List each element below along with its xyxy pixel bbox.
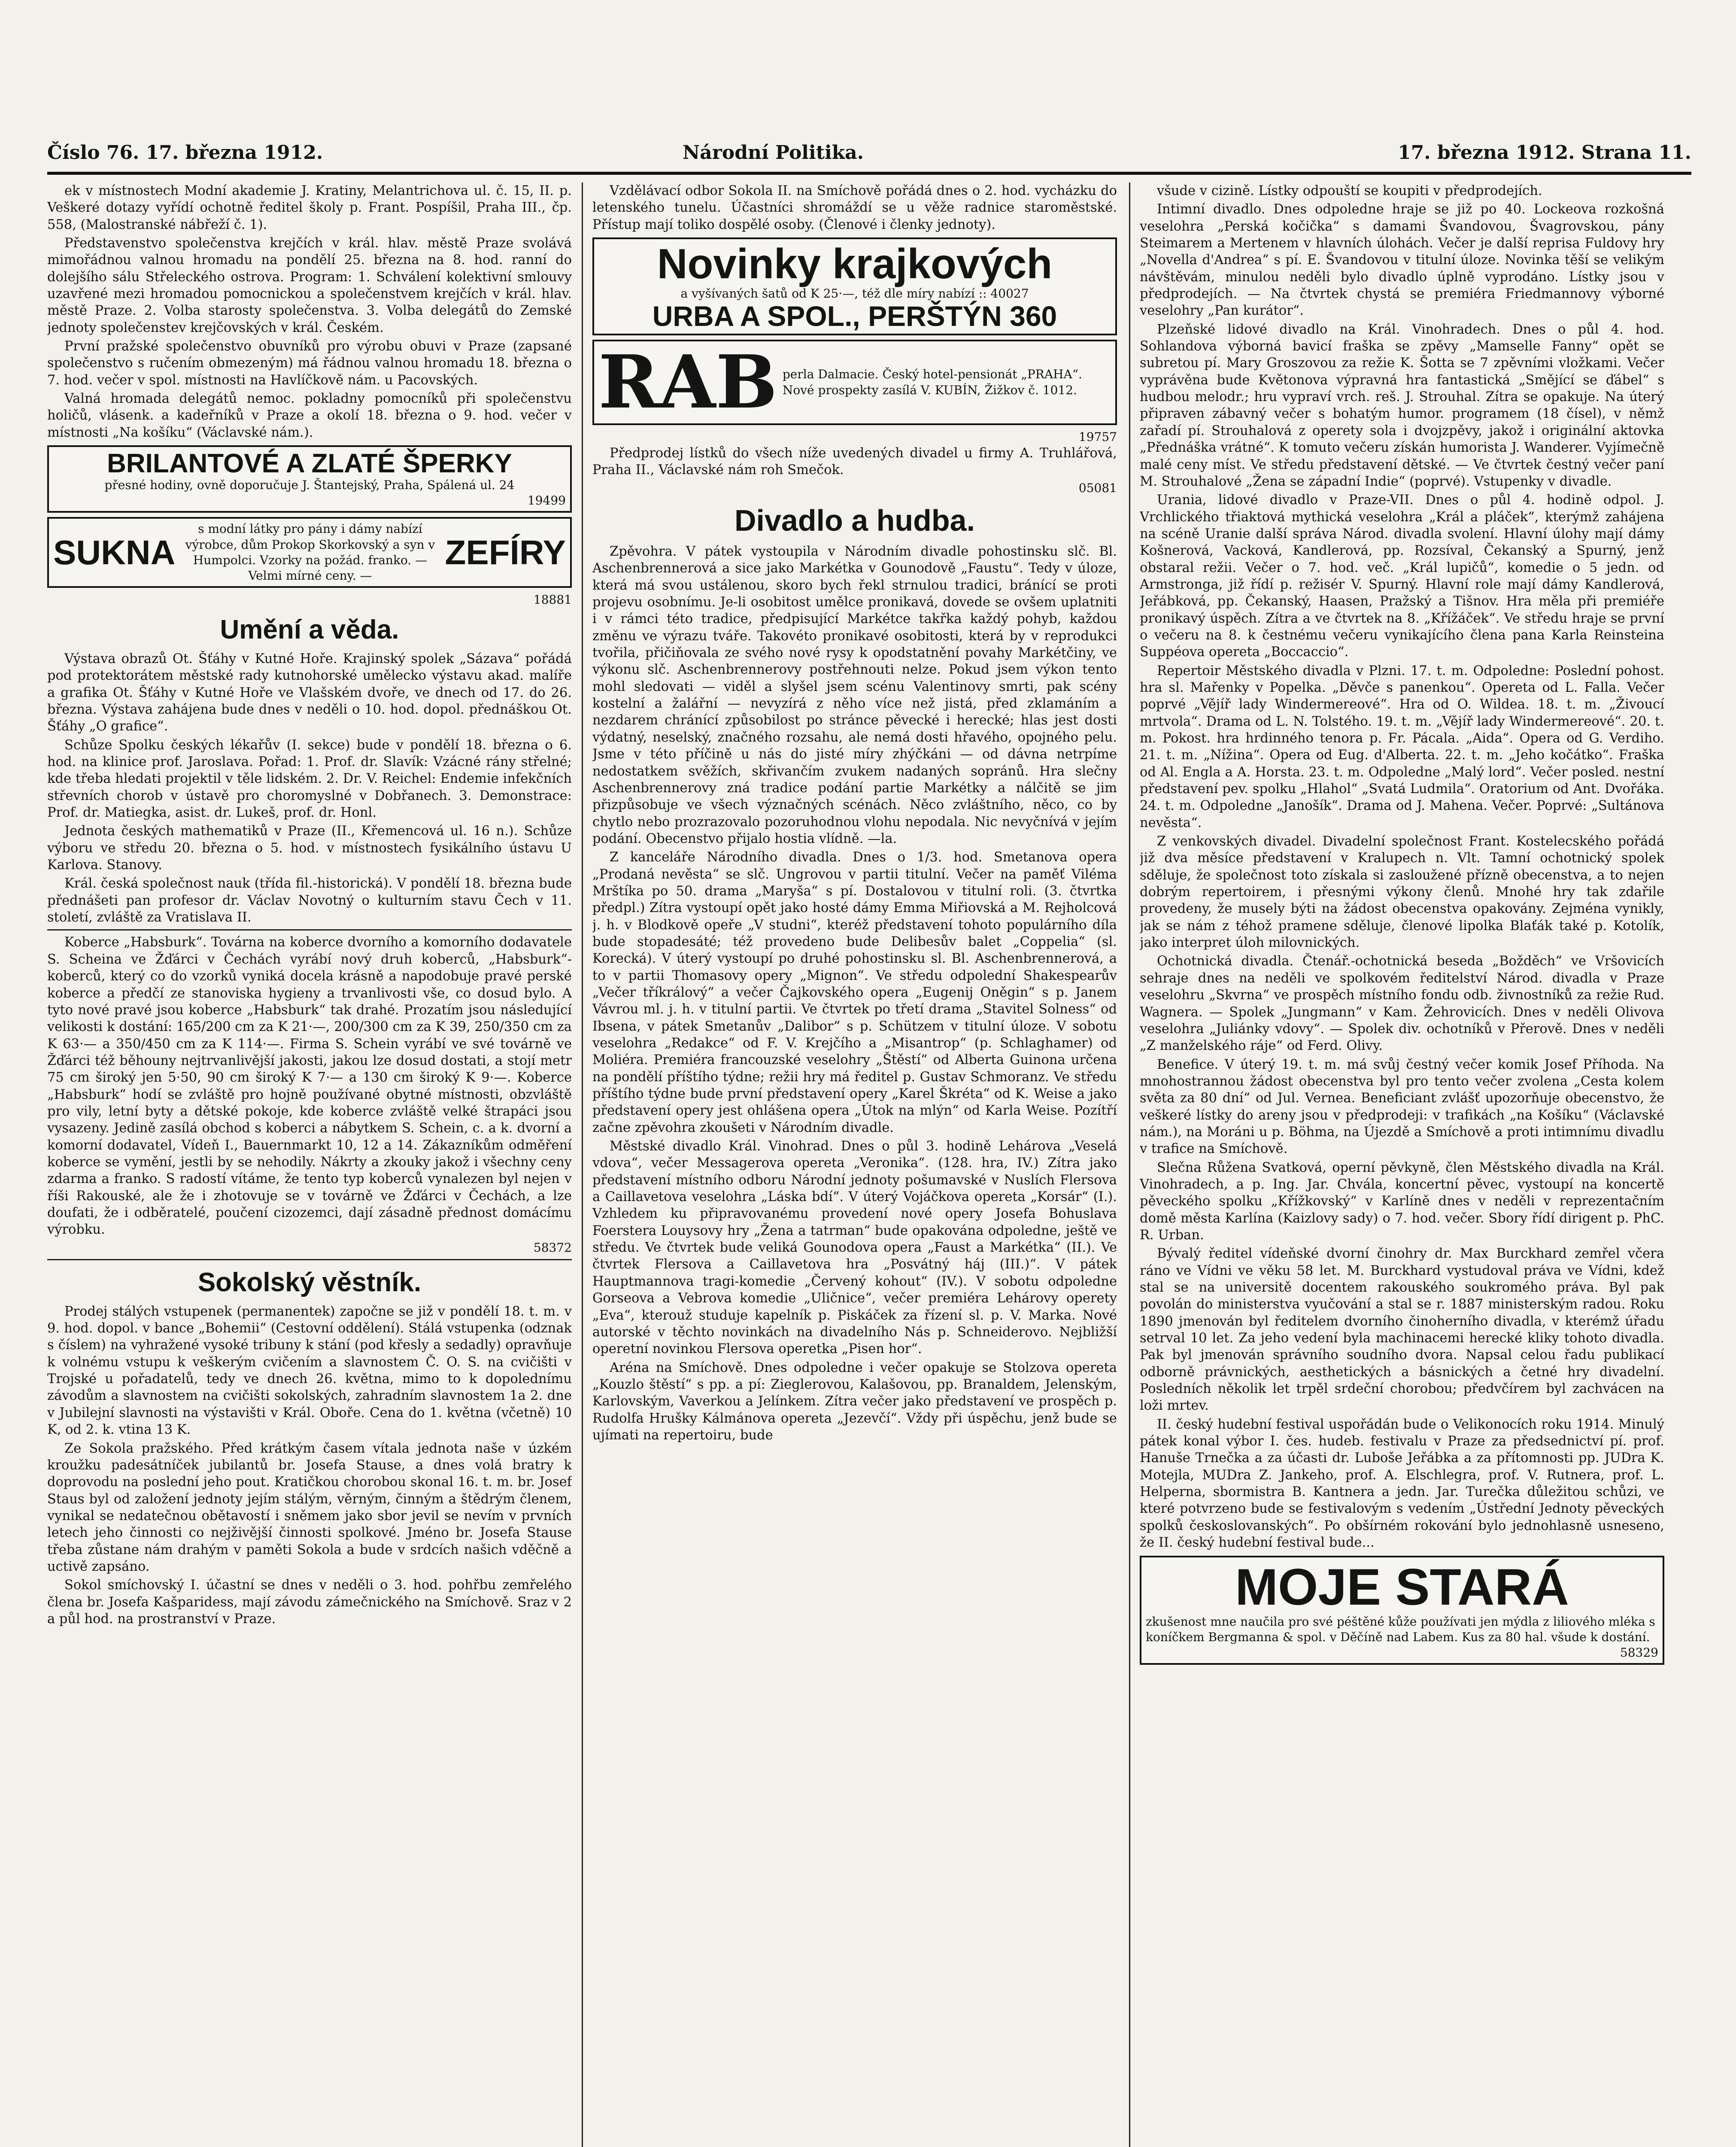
article-paragraph: Koberce „Habsburk“. Továrna na koberce dvorního a komorního dodavatele S. Scheina ve Žďárci v Čechách vyrábí nový druh koberců, „Habsburk“-koberců, který co do vzorků vyniká docela krásně a napodobuje pravé perské koberce a předčí ze stanoviska hygieny a trvanlivosti vše, co dosud bylo. A tyto nové pravé jsou koberce „Habsburk“ tak drahé. Prozatím jsou následující velikosti k dostání: 165/200 cm za K 21·—, 200/300 cm za K 39, 250/350 cm za K 63·— a 350/450 cm za K 114·—. Firma S. Schein vyrábí ve své továrně ve Žďárci též běhouny nejtrvanlivější jakosti, jakou lze dosud dostati, a stojí metr 75 cm široký jen 5·50, 90 cm široký K 7·— a 130 cm široký K 9·—. Koberce „Habsburk“ hodí se zvláště pro hojně používané obytné místnosti, obzvláště pro vily, letní byty a dětské pokoje, kde koberce zvláště velké štrapáci jsou vysazeny. Jedině zasílá obchod s koberci a nábytkem S. Schein, c. a k. dvorní a komorní dodavatel, Vídeň I., Bauernmarkt 10, 12 a 14. Zákazníkům odměření koberce se vymění, jestli by se nehodily. Nákrty a zkouky jakož i všechny ceny zdarma a franko. S radostí vítáme, že tento typ koberců vynalezen byl nejen v říši Rakouské, ale že i zhotovuje se v továrně ve Žďárci v Čechách, a lze doufati, že i odběratelé, poučení cizozemci, dají zásadně přednost domácímu výrobku.	[47, 935, 572, 1238]
ad-code: 19499	[527, 493, 566, 508]
newspaper-page	[47, 142, 1691, 2147]
ad-text: perla Dalmacie. Český hotel-pensionát „PRAHA“. Nové prospekty zasílá V. KUBÍN, Žižkov č. 1012.	[782, 367, 1082, 397]
ad-novinky	[592, 237, 1117, 335]
article-paragraph: Repertoir Městského divadla v Plzni. 17. t. m. Odpoledne: Poslední pohost. hra sl. Mařenky v Popelka. „Děvče s panenkou“. Opereta od L. Falla. Večer poprvé „Vějíř lady Windermereové“. Hra od O. Wildea. 18. t. m. „Živoucí mrtvola“. Drama od L. N. Tolstého. 19. t. m. „Vějíř lady Windermereové“. 20. t. m. Pokost. hra hrdinného tenora p. Fr. Pácala. „Aida“. Opera od G. Verdiho. 21. t. m. „Nížina“. Opera od Eug. d'Alberta. 22. t. m. „Jeho kočátko“. Fraška od Al. Engla a A. Horsta. 23. t. m. Odpoledne „Malý lord“. Večer posled. nestní představení pev. spolku „Hlahol“ „Svatá Ludmila“. Oratorium od Ant. Dvořáka. 24. t. m. Odpoledne „Janošík“. Drama od J. Mahena. Večer. Poprvé: „Sultánova nevěsta“.	[1140, 663, 1664, 830]
ad-rab	[592, 340, 1117, 425]
column-rule	[1129, 182, 1130, 2147]
date-page-info: 17. března 1912. Strana 11.	[1398, 142, 1691, 164]
ad-code: 05081	[1078, 480, 1117, 495]
ad-brilant	[47, 445, 572, 513]
article-paragraph: všude v cizině. Lístky odpouští se koupiti v předprodejích.	[1157, 183, 1542, 198]
article-paragraph: Sokol smíchovský I. účastní se dnes v neděli o 3. hod. pohřbu zemřelého člena br. Josefa Kašparidess, mají závodu zámečnického na Smíchově. Sraz v 2 a půl hod. na prostranství v Praze.	[47, 1578, 572, 1627]
issue-info: Číslo 76. 17. března 1912.	[47, 142, 323, 164]
ad-code: 58329	[1620, 1645, 1658, 1660]
article-paragraph: Představenstvo společenstva krejčích v král. hlav. městě Praze svolává mimořádnou valnou hromadu na pondělí 25. března na 8. hod. ranní do dolejšího sálu Střeleckého ostrova. Program: 1. Schválení kolektivní smlouvy uzavřené mezi hromadou pomocnickou a společenstvem krejčích v král. hlav. městě Praze. 2. Volba starosty společenstva. 3. Volba delegátů do Zemské jednoty společenstev krejčovských v král. Českém.	[47, 236, 572, 335]
article-paragraph: První pražské společenstvo obuvníků pro výrobu obuvi v Praze (zapsané společenstvo s ručením obmezeným) má řádnou valnou hromadu 18. března o 7. hod. večer v spol. místnosti na Havlíčkově nám. u Pacovských.	[47, 339, 572, 388]
ad-headline: RAB	[598, 339, 777, 426]
article-paragraph: Intimní divadlo. Dnes odpoledne hraje se již po 40. Lockeova rozkošná veselohra „Perská kočička“ s damami Švandovou, Švagrovskou, pány Steimarem a Mertenem v hlavních úlohách. Večer je další reprisa Fuldovy hry „Novella d'Andrea“ s pí. E. Švandovou v titulní úloze. Novinka těší se velikým návštěvám, minulou neděli bylo divadlo úplně vyprodáno. Lístky jsou v předprodejích. — Na čtvrtek chystá se premiéra Friedmannovy výborné veselohry „Pan kurátor“.	[1140, 202, 1664, 319]
masthead-title: Národní Politika.	[683, 142, 864, 164]
column-1	[47, 182, 572, 2147]
ad-code: 19757	[1078, 429, 1117, 444]
article-paragraph: Zpěvohra. V pátek vystoupila v Národním divadle pohostinsku slč. Bl. Aschenbrennerová a sice jako Markétka v Gounodově „Faustu“. Tedy v úloze, která má svou ustálenou, skoro bych řekl strnulou tradici, bránící se proti projevu osobnímu. Je-li osobitost umělce pronikavá, dovede se ovšem uplatniti i v rámci této tradice, předpisující Markétce takřka každý pohyb, každou změnu ve výrazu tváře. Takovéto pronikavé osobitosti, která by v reprodukci tvořila, přičiňovala ze svého nové rysy k opodstatnění povahy Markétčiny, ve výkonu slč. Aschenbrennerovy postřehnouti nelze. Pokud jsem výkon tento mohl sledovati — viděl a slyšel jsem scénu Valentinovy smrti, pak scény kostelní a žalářní — nevyzírá z něho více než jistá, před zklamáním a nezdarem chránící způsobilost po stránce pěvecké i herecké; hlas jest dosti výdatný, neselský, značného rozsahu, ale nemá dosti hřavého, opojného pelu. Jsme v této příčině u nás do jisté míry zhýčkáni — od dávna netrpíme nedostatkem svěžích, skřivančím zvukem nadaných sopránů. Hra slečny Aschenbrennerovy zná tradice podání partie Markétky a nálčitě se jim přizpůsobuje ve všech význačných scénách. Něco zvláštního, něco, co by chytlo nebo prozrazovalo pozoruhodnou vlohu nepodala. Nic nevyčnívá v jejím podání. Obecenstvo přijalo hostia vlídně. —la.	[592, 544, 1117, 846]
article-paragraph: Slečna Růžena Svatková, operní pěvkyně, člen Městského divadla na Král. Vinohradech, a p. Ing. Jar. Chvála, koncertní pěvec, vystoupí na koncertě pěveckého spolku „Křížkovský“ v Karlíně dnes v neděli v reprezentačním domě města Karlína (Kaizlovy sady) o 7. hod. večer. Sbory řídí dirigent p. PhC. R. Urban.	[1140, 1160, 1664, 1243]
column-3	[1140, 182, 1664, 2147]
article-paragraph: Urania, lidové divadlo v Praze-VII. Dnes o půl 4. hodině odpol. J. Vrchlického třiaktová mythická veselohra „Král a pláček“, kterýmž zahájena na scéně Uranie další správa Národ. divadla svolení. Hlavní úlohy mají dámy Košnerová, Vacková, Kandlerová, pp. Rozsíval, Čekanský a Spurný, jenž obstaral režii. Večer o 7. hod. več. „Král lupičů“, komedie o 5 jedn. od Armstronga, již řídí p. režisér V. Spurný. Hlavní role mají dámy Kandlerová, Jeřábková, pp. Čekanský, Haasen, Pražský a Tišnov. Hra měla při premiéře pronikavý úspěch. Zítra a ve čtvrtek na 8. „Křížáček“. Ve středu hraje se první o večeru na 8. k čestnému večeru vynikajícího člena pana Karla Reinsteina Suppéova opereta „Boccaccio“.	[1140, 493, 1664, 660]
divider	[47, 1259, 572, 1260]
article-paragraph: Předprodej lístků do všech níže uvedených divadel u firmy A. Truhlářová, Praha II., Václavské nám roh Smečok.	[592, 445, 1117, 478]
section-heading: Divadlo a hudba.	[734, 503, 975, 537]
ad-headline: ZEFÍRY	[445, 533, 566, 572]
article-paragraph: ek v místnostech Modní akademie J. Kratiny, Melantrichova ul. č. 15, II. p. Veškeré dotazy vyřídí ochotně ředitel školy p. Frant. Pospíšil, Praha III., čp. 558, (Malostranské nábřeží č. 1).	[47, 183, 572, 232]
ad-code: 18881	[533, 592, 572, 607]
article-paragraph: Z kanceláře Národního divadla. Dnes o 1/3. hod. Smetanova opera „Prodaná nevěsta“ se slč. Ungrovou v partii titulní. Večer na paměť Viléma Mrštíka po 50. drama „Maryša“ s pí. Dostalovou v titulní roli. (3. čtvrtka předpl.) Zítra vystoupí opět jako hosté dámy Emma Miřiovská a M. Rejholcová j. h. v Blodkově opeře „V studni“, kteréž představení tohoto populárního díla bude stopadesáté; též provedeno bude Delibesův balet „Coppelia“ (sl. Korecká). V úterý vystoupí po druhé pohostinsku sl. Bl. Aschenbrennerová, a to v partii Thomasovy opery „Mignon“. Ve středu odpolední Shakespearův „Večer tříkrálový“ a večer Čajkovského opera „Eugenij Oněgin“ s p. Janem Vávrou ml. j. h. v titulní partii. Ve čtvrtek po třetí drama „Stavitel Solness“ od Ibsena, v pátek Smetanův „Dalibor“ s p. Schützem v titulní úloze. V sobotu veselohra „Redakce“ od F. V. Krejčího a „Misantrop“ (p. Schlaghamer) od Moliéra. Premiéra francouzské veselohry „Štěstí“ od Alberta Guinona určena na pondělí příštího týdne; režii hry má ředitel p. Gustav Schmoranz. Ve středu příštího týdne bude první představení opery „Karel Škréta“ od K. Weise a jako představení opery jest ohlášena opera „Útok na mlýn“ od Karla Weise. Pozítří začne zpěvohra zkoušeti v Národním divadle.	[592, 850, 1117, 1135]
article-paragraph: Benefice. V úterý 19. t. m. má svůj čestný večer komik Josef Příhoda. Na mnohostrannou žádost obecenstva byl pro tento večer zvolena „Cesta kolem světa za 80 dní“ od Jul. Vernea. Beneficiant zvlášť upozorňuje obecenstvo, že veškeré lístky do areny jsou v předprodeji: v trafikách „na Košíku“ (Václavské nám.), na Moráni u p. Böhma, na Újezdě a Smíchově a proti intimnímu divadlu v trafice na Smíchově.	[1140, 1057, 1664, 1157]
ad-headline: SUKNA	[53, 533, 176, 572]
article-paragraph: Prodej stálých vstupenek (permanentek) započne se již v pondělí 18. t. m. v 9. hod. dopol. v bance „Bohemii“ (Cestovní oddělení). Stálá vstupenka (odznak s číslem) na vyhražené vysoké tribuny k stání (pod křesly a sedadly) opravňuje k volnému vstupu k veškerým cvičením a slavnostem Č. O. S. na cvičišti v Trojské u pořadatelů, tedy ve dnech 26. května, mimo to k dopolednímu závodům a slavnostem na cvičišti sokolských, zahradním slavnostem 1a 2. dne v Jubilejní slavnosti na výstavišti v Král. Oboře. Cena do 1. května (včetně) 10 K, od 2. k. vtina 13 K.	[47, 1304, 572, 1438]
ad-text: s modní látky pro pány i dámy nabízí výrobce, dům Prokop Skorkovský a syn v Humpolci. Vzorky na požád. franko. — Velmi mírné ceny. —	[185, 522, 435, 583]
article-paragraph: Aréna na Smíchově. Dnes odpoledne i večer opakuje se Stolzova opereta „Kouzlo štěstí“ s pp. a pí: Zieglerovou, Kalašovou, pp. Branaldem, Jelenským, Karlovským, Vaverkou a Jelínkem. Zítra večer jako představení ve prospěch p. Rudolfa Hrušky Kálmánova opereta „Jezevčí“. Vždy při úspěchu, jenž bude se ujímati na repertoiru, bude	[592, 1360, 1117, 1443]
ad-headline: Novinky krajkových	[657, 240, 1053, 288]
article-paragraph: Z venkovských divadel. Divadelní společnost Frant. Kostelecského pořádá již dva měsíce představení v Kralupech n. Vlt. Tamní ochotnický spolek sděluje, že společnost toto získala si zasloužené přízně obecenstva, a to nejen dobrým repertoirem, i přesnými výkony členů. Mnohé hry tak zdařile provedeny, že musely býti na žádost obecenstva opakovány. Zejména vynikly, jak se nám z téhož pramene sděluje, členové lipolka Blaťák také p. Kotolík, jako interpret úloh milovnických.	[1140, 834, 1664, 951]
article-paragraph: Jednota českých mathematiků v Praze (II., Křemencová ul. 16 n.). Schůze výboru ve středu 20. března o 5. hod. v místnostech fysikálního ústavu U Karlova. Stanovy.	[47, 824, 572, 873]
article-paragraph: Král. česká společnost nauk (třída fil.-historická). V pondělí 18. března bude přednášeti pan profesor dr. Václav Novotný o kulturním stavu Čech v 11. století, zvláště za Vratislava II.	[47, 876, 572, 925]
section-heading: Sokolský věstník.	[197, 1267, 422, 1297]
article-paragraph: Ochotnická divadla. Čtenář.-ochotnická beseda „Božděch“ ve Vršovicích sehraje dnes na neděli ve spolkovém ředitelství Národ. divadla v Praze veselohru „Skvrna“ ve prospěch místního fondu odb. živnostníků za režie Rud. Wagnera. — Spolek „Jungmann“ v Kam. Žehrovicích. Dnes v neděli Olivova veselohra „Juliánky vdovy“. — Spolek div. ochotníků v Přerově. Dnes v neděli „Z manželského ráje“ od Ferd. Olivy.	[1140, 954, 1664, 1054]
article-paragraph: Bývalý ředitel vídeňské dvorní činohry dr. Max Burckhard zemřel včera ráno ve Vídni ve věku 58 let. M. Burckhard vystudoval práva ve Vídni, kdež stal se na universitě docentem rakouského soukromého práva. Byl pak povolán do ministerstva vyučování a stal se r. 1887 ministerským radou. Roku 1890 jmenován byl ředitelem dvorního činoherního divadla, v kterémž úřadu setrval 10 let. Za jeho vedení byla machinacemi herecké kliky tohoto divadla. Pak byl jmenován správního soudního dvora. Napsal celou řadu publikací odborně právnických, aesthetických a básnických a četné hry divadelní. Posledních několik let trpěl srdeční chorobou; předvčírem byl zachvácen na loži mrtev.	[1140, 1246, 1664, 1414]
ad-headline: BRILANTOVÉ A ZLATÉ ŠPERKY	[107, 449, 512, 479]
ad-headline: MOJE STARÁ	[1235, 1558, 1569, 1616]
ad-text: přesné hodiny, ovně doporučuje J. Štantejský, Praha, Spálená ul. 24	[104, 478, 515, 493]
article-paragraph: Vzdělávací odbor Sokola II. na Smíchově pořádá dnes o 2. hod. vycházku do letenského tunelu. Účastníci shromáždí se u věže radnice staroměstské. Přístup mají toliko dospělé osoby. (Členové i členky jednoty).	[592, 183, 1117, 232]
article-paragraph: Valná hromada delegátů nemoc. pokladny pomocníků při společenstvu holičů, vlásenk. a kadeřníků v Praze a okolí 18. března o 9. hod. večer v místnosti „Na košíku“ (Václavské nám.).	[47, 391, 572, 440]
column-rule	[582, 182, 583, 2147]
ad-sukna	[47, 517, 572, 587]
ad-firm: URBA A SPOL., PERŠTÝN 360	[652, 300, 1057, 332]
page-header	[47, 142, 1691, 175]
article-paragraph: Ze Sokola pražského. Před krátkým časem vítala jednota naše v úzkém kroužku padesátníček jubilantů br. Josefa Stause, a dnes volá bratry k doprovodu na poslední jeho pout. Kratičkou chorobou skonal 16. t. m. br. Josef Staus byl od založení jednoty jejím stálým, věrným, činným a štědrým členem, vynikal se nedatečnou obětavostí i sněmem jako sbor jevil se nevím v prvních letech jeho činnosti co nejživější činnosti spolkové. Jméno br. Josefa Stause třeba zůstane nám drahým v paměti Sokola a bude v srdcích našich vděčně a uctivě zapsáno.	[47, 1441, 572, 1574]
article-paragraph: Plzeňské lidové divadlo na Král. Vinohradech. Dnes o půl 4. hod. Sohlandova výborná bavicí fraška se zpěvy „Mamselle Fanny“ opět se subretou pí. Mary Groszovou za režie K. Šotta se 7 zpěvními vložkami. Večer vyprávěna bude Květonova výpravná hra fantastická „Smějící se ďábel“ s hudbou melodr.; hru vypraví vrch. reš. J. Strouhal. Zítra se opakuje. Na úterý připraven zábavný večer s bohatým humor. programem (18 čísel), v němž zařadí pí. Strouhalová z operety sola i dvojzpěvy, jakož i originální aktovka „Přednáška vrátné“. K tomuto večeru získán humorista J. Wanderer. Vyjímečně malé ceny míst. Ve středu představení dětské. — Ve čtvrtek čestný večer paní M. Strouhalové „Žena se západní Indie“ (poprvé). Vstupenky v divadle.	[1140, 322, 1664, 489]
article-paragraph: Městské divadlo Král. Vinohrad. Dnes o půl 3. hodině Lehárova „Veselá vdova“, večer Messagerova opereta „Veronika“. (128. hra, IV.) Zítra jako představení místního odboru Národní jednoty pošumavské v Nuslích Flersova a Caillavetova veselohra „Láska bdí“. V úterý Vojáčkova opereta „Korsár“ (I.). Vzhledem ku připravovanému provedení nové opery Josefa Bohuslava Foerstera Louysovy hry „Žena a tatrman“ bude opakována odpoledne, ještě ve středu. Ve čtvrtek bude veliká Gounodova opera „Faust a Markétka“ (II.). Ve čtvrtek Flersova a Caillavetova hra „Posvátný háj (III.)“. V pátek Hauptmannova tragi-komedie „Červený kohout“ (IV.). V sobotu odpoledne Gorseova a Vebrova komedie „Uličnice“, večer premiéra Lehárovy operety „Eva“, kterouž studuje kapelník p. Piskáček za řízení sl. p. V. Marka. Nové autorské v těchto novinkách na divadelního Nás p. Schneiderovo. Nejbližší operetní novinkou Flersova operetka „Pisen hor“.	[592, 1139, 1117, 1357]
divider	[47, 929, 572, 931]
ad-moje-stara	[1140, 1556, 1664, 1665]
article-paragraph: Schůze Spolku českých lékařův (I. sekce) bude v pondělí 18. března o 6. hod. na klinice prof. Jaroslava. Pořad: 1. Prof. dr. Slavík: Vzácné rány střelné; kde třeba hledati projektil v těle lidském. 2. Dr. V. Reichel: Endemie infekčních střevních chorob v ústavě pro choromyslné v Dobřanech. 3. Demonstrace: Prof. dr. Matiegka, asist. dr. Lukeš, prof. dr. Honl.	[47, 737, 572, 821]
ad-code: 58372	[533, 1240, 572, 1255]
section-heading: Umění a věda.	[220, 615, 399, 645]
article-paragraph: II. český hudební festival uspořádán bude o Velikonocích roku 1914. Minulý pátek konal výbor I. čes. hudeb. festivalu v Praze za předsednictví pí. prof. Hanuše Trnečka a za účasti dr. Luboše Jeřábka a za přítomnosti pp. JUDra K. Motejla, MUDra Z. Jankeho, prof. A. Elschlegra, prof. V. Rutnera, prof. L. Helperna, sbormistra B. Kantnera a jedn. Jar. Turečka důležitou schůzi, ve které potvrzeno bude se festivalovým s vedením „Ústřední Jednoty pěveckých spolků českoslovanských“. Po obšírném rokování bylo jednohlasně usneseno, že II. český hudební festival bude...	[1140, 1417, 1664, 1551]
ad-text: zkušenost mne naučila pro své péštěné kůže používati jen mýdla z liliového mléka s koníčkem Bergmanna & spol. v Děčíně nad Labem. Kus za 80 hal. všude k dostání.	[1146, 1614, 1655, 1644]
ad-text: a vyšívaných šatů od K 25·—, též dle míry nabízí :: 40027	[680, 286, 1029, 301]
column-2	[592, 182, 1117, 2147]
article-paragraph: Výstava obrazů Ot. Šťáhy v Kutné Hoře. Krajinský spolek „Sázava“ pořádá pod protektorátem městské rady kutnohorské umělecko výstavu akad. malíře a grafika Ot. Šťáhy v Kutné Hoře ve Vlašském dvoře, ve dnech od 17. do 26. března. Výstava zahájena bude dnes v neděli o 10. hod. dopol. přednáškou Ot. Šťáhy „O grafice“.	[47, 651, 572, 734]
